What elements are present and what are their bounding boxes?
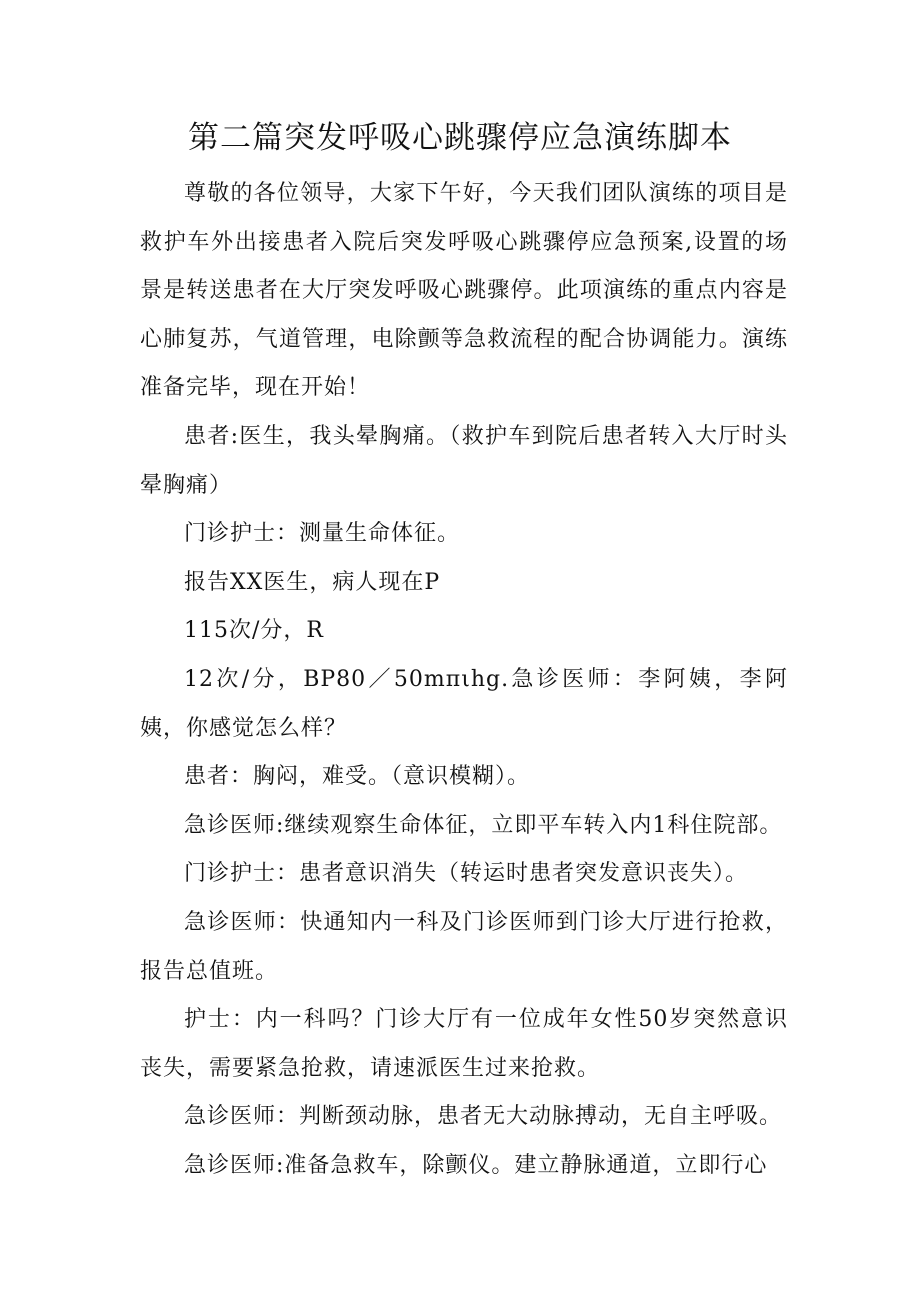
paragraph-report-p: 报告XX医生，病人现在P	[184, 569, 441, 595]
paragraph-opening: 尊敬的各位领导，大家下午好，今天我们团队演练的项目是救护车外出接患者入院后突发呼吸心跳骤停应急预案,设置的场景是转送患者在大厅突发呼吸心跳骤停。此项演练的重点内容是心肺复苏，气道管理，电除颤等急救流程的配合协调能力。演练准备完毕，现在开始！	[140, 181, 788, 401]
paragraph-doctor-transfer: 急诊医师:继续观察生命体征，立即平车转入内1科住院部。	[184, 812, 783, 838]
document-title: 第二篇突发呼吸心跳骤停应急演练脚本	[188, 120, 732, 156]
paragraph-patient-chest: 患者：胸闷，难受。（意识模糊）。	[184, 764, 531, 790]
paragraph-nurse-unconscious: 门诊护士：患者意识消失（转运时患者突发意识丧失）。	[184, 861, 749, 887]
paragraph-doctor-prepare: 急诊医师:准备急救车，除颤仪。建立静脉通道，立即行心	[184, 1152, 768, 1178]
paragraph-doctor-pulse: 急诊医师：判断颈动脉，患者无大动脉搏动，无自主呼吸。	[184, 1104, 783, 1130]
paragraph-nurse-vitals: 门诊护士：测量生命体征。	[184, 521, 461, 547]
document-body	[140, 170, 788, 1190]
paragraph-report-bp: 12次/分，BP80／50mπιhg.急诊医师：李阿姨，李阿姨，你感觉怎么样？	[140, 666, 788, 741]
paragraph-nurse-call: 护士：内一科吗？门诊大厅有一位成年女性50岁突然意识丧失，需要紧急抢救，请速派医生过来抢救。	[140, 1007, 788, 1081]
paragraph-report-r: 115次/分，R	[184, 618, 324, 644]
paragraph-patient-dizzy: 患者:医生，我头晕胸痛。（救护车到院后患者转入大厅时头晕胸痛）	[140, 423, 788, 498]
paragraph-doctor-notify: 急诊医师：快通知内一科及门诊医师到门诊大厅进行抢救，报告总值班。	[140, 909, 788, 984]
